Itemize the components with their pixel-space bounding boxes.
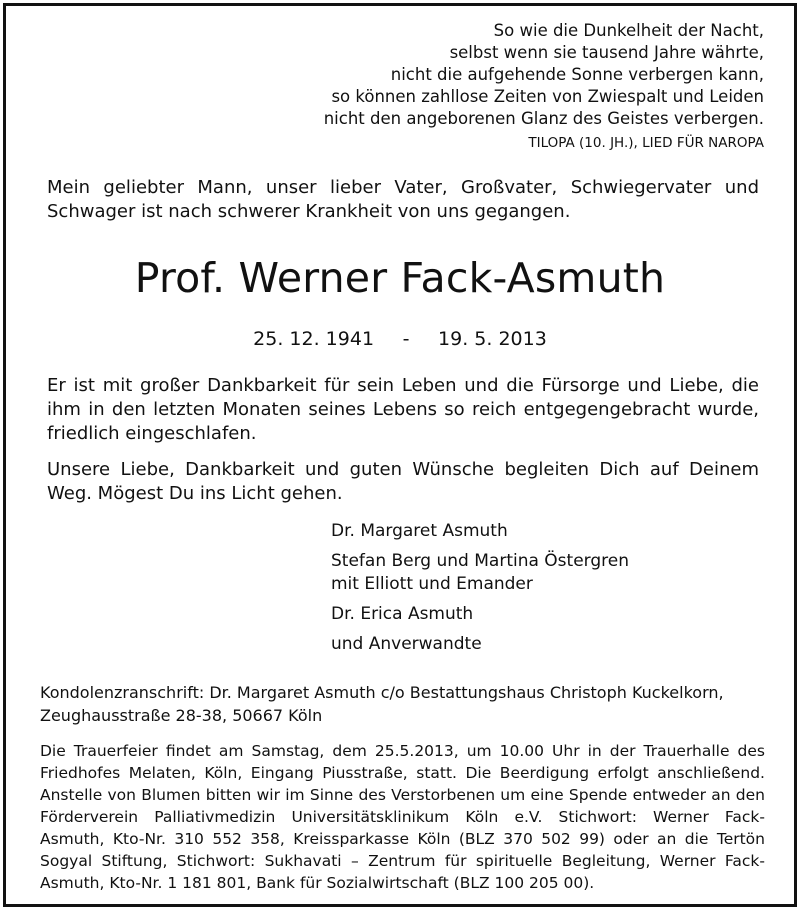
- service-line: Sogyal Stiftung, Stichwort: Sukhavati – Zentrum für spirituelle Begleitung, Werner Fack-: [40, 852, 765, 870]
- poem-line: nicht den angeborenen Glanz des Geistes verbergen.: [323, 109, 764, 128]
- signer-family: mit Elliott und Emander: [331, 574, 533, 594]
- intro-line: Schwager ist nach schwerer Krankheit von uns gegangen.: [47, 201, 571, 222]
- intro-line: Mein geliebter Mann, unser lieber Vater, Großvater, Schwiegervater und: [47, 177, 759, 198]
- service-info: [40, 740, 765, 894]
- poem-line: so können zahllose Zeiten von Zwiespalt und Leiden: [331, 87, 764, 106]
- message-line: friedlich eingeschlafen.: [47, 423, 257, 444]
- address-line: Zeughausstraße 28-38, 50667 Köln: [40, 706, 323, 725]
- service-line: Anstelle von Blumen bitten wir im Sinne des Verstorbenen um eine Spende entweder an den: [40, 786, 765, 804]
- service-line: Friedhofes Melaten, Köln, Eingang Piusstraße, statt. Die Beerdigung erfolgt anschließend.: [40, 764, 765, 782]
- message-paragraph-2: [47, 458, 759, 506]
- poem-source: TILOPA (10. JH.), LIED FÜR NAROPA: [528, 135, 764, 151]
- poem-line: So wie die Dunkelheit der Nacht,: [493, 21, 764, 40]
- date-separator: -: [402, 328, 410, 350]
- condolence-address: [40, 681, 760, 727]
- poem-line: nicht die aufgehende Sonne verbergen kann,: [390, 65, 764, 84]
- signer: Stefan Berg und Martina Östergren: [331, 551, 629, 571]
- life-dates: [0, 326, 800, 352]
- poem-line: selbst wenn sie tausend Jahre währte,: [449, 43, 764, 62]
- service-line: Förderverein Palliativmedizin Universitätsklinikum Köln e.V. Stichwort: Werner Fack-: [40, 808, 765, 826]
- message-line: Er ist mit großer Dankbarkeit für sein Leben und die Fürsorge und Liebe, die: [47, 375, 759, 396]
- intro-text: [47, 176, 759, 224]
- message-line: Weg. Mögest Du ins Licht gehen.: [47, 483, 343, 504]
- signers-list: [331, 520, 629, 663]
- message-line: Unsere Liebe, Dankbarkeit und guten Wünsche begleiten Dich auf Deinem: [47, 459, 759, 480]
- message-paragraph-1: [47, 374, 759, 446]
- service-line: Asmuth, Kto-Nr. 1 181 801, Bank für Sozialwirtschaft (BLZ 100 205 00).: [40, 874, 595, 892]
- deceased-name: Prof. Werner Fack-Asmuth: [134, 254, 666, 302]
- poem-quote: [324, 20, 764, 130]
- death-date: 19. 5. 2013: [438, 328, 547, 350]
- signer: und Anverwandte: [331, 634, 482, 654]
- service-line: Die Trauerfeier findet am Samstag, dem 25.5.2013, um 10.00 Uhr in der Trauerhalle des: [40, 742, 765, 760]
- address-line: Kondolenzranschrift: Dr. Margaret Asmuth c/o Bestattungshaus Christoph Kuckelkorn,: [40, 683, 724, 702]
- service-line: Asmuth, Kto-Nr. 310 552 358, Kreissparkasse Köln (BLZ 370 502 99) oder an die Tertön: [40, 830, 765, 848]
- signer: Dr. Erica Asmuth: [331, 604, 474, 624]
- message-line: ihm in den letzten Monaten seines Lebens so reich entgegengebracht wurde,: [47, 399, 759, 420]
- birth-date: 25. 12. 1941: [253, 328, 375, 350]
- signer: Dr. Margaret Asmuth: [331, 521, 508, 541]
- signer-group: [331, 550, 629, 596]
